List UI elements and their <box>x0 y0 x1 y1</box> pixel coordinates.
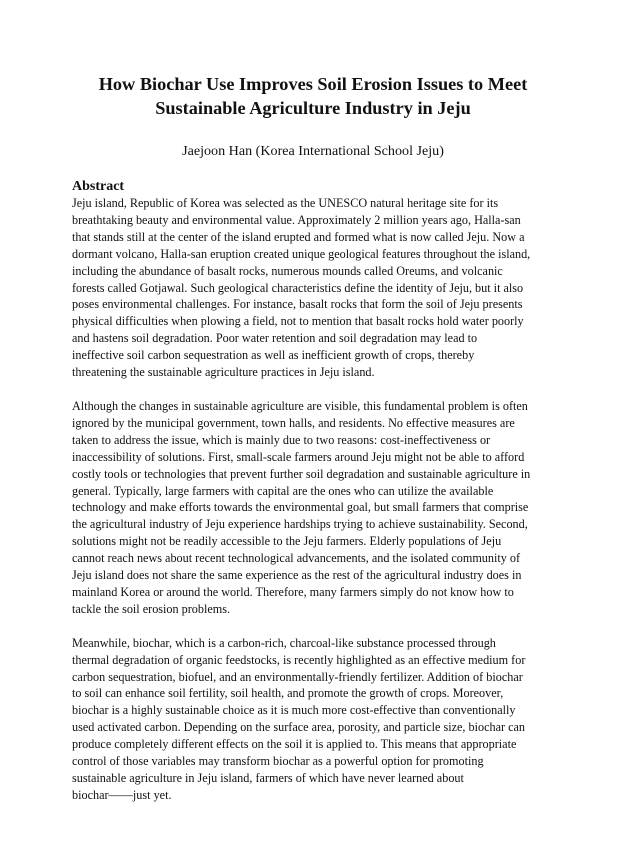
paragraph-line: produce completely different effects on the soil it is applied to. This means that appropriate <box>72 737 517 752</box>
paragraph-line: forests called Gotjawal. Such geological characteristics define the identity of Jeju, but it also <box>72 280 524 295</box>
paragraph-line: Although the changes in sustainable agriculture are visible, this fundamental problem is often <box>72 398 528 413</box>
title-line-1: How Biochar Use Improves Soil Erosion Issues to Meet <box>98 74 528 94</box>
paragraph-line: cannot reach news about recent technological advancements, and the isolated community of <box>72 551 521 566</box>
paragraph-line: Meanwhile, biochar, which is a carbon-rich, charcoal-like substance processed through <box>72 635 496 650</box>
paragraph-line: technology and make efforts towards the environmental goal, but small farmers that comprise <box>72 500 529 515</box>
paragraph-line: ignored by the municipal government, town halls, and residents. No effective measures are <box>72 415 515 430</box>
paragraph-line: to soil can enhance soil fertility, soil health, and promote the growth of crops. Moreover, <box>72 686 504 701</box>
paragraph-line: Jeju island does not share the same experience as the rest of the agricultural industry does in <box>72 568 522 583</box>
body-paragraph <box>72 195 562 381</box>
paragraph-line: carbon sequestration, biofuel, and an environmentally-friendly fertilizer. Addition of biochar <box>72 669 523 684</box>
abstract-body <box>72 195 562 804</box>
abstract-heading: Abstract <box>72 179 125 194</box>
title-line-2: Sustainable Agriculture Industry in Jeju <box>155 98 471 118</box>
paragraph-line: ineffective soil carbon sequestration as well as inefficient growth of crops, thereby <box>72 348 475 363</box>
author-line: Jaejoon Han (Korea International School Jeju) <box>182 143 444 159</box>
paragraph-line: general. Typically, large farmers with capital are the ones who can utilize the available <box>72 483 494 498</box>
paragraph-line: and hastens soil degradation. Poor water retention and soil degradation may lead to <box>72 331 478 346</box>
paragraph-line: costly tools or technologies that prevent further soil degradation and sustainable agriculture in <box>72 466 531 481</box>
paragraph-line: biochar is a highly sustainable choice as it is much more cost-effective than conventionally <box>72 703 516 718</box>
paragraph-line: breathtaking beauty and environmental value. Approximately 2 million years ago, Halla-san <box>72 212 521 227</box>
body-paragraph <box>72 635 562 804</box>
paragraph-line: threatening the sustainable agriculture practices in Jeju island. <box>72 365 375 380</box>
paper-title <box>40 72 586 120</box>
paragraph-line: tackle the soil erosion problems. <box>72 601 231 616</box>
paragraph-line: that stands still at the center of the island erupted and formed what is now called Jeju. Now a <box>72 229 525 244</box>
paragraph-line: control of those variables may transform biochar as a powerful option for promoting <box>72 754 484 769</box>
paragraph-line: solutions might not be readily accessible to the Jeju farmers. Elderly populations of Jeju <box>72 534 502 549</box>
paragraph-line: poses environmental challenges. For instance, basalt rocks that form the soil of Jeju presents <box>72 297 523 312</box>
paragraph-line: taken to address the issue, which is mainly due to two reasons: cost-ineffectiveness or <box>72 432 491 447</box>
abstract-section <box>72 178 562 821</box>
paragraph-line: mainland Korea or around the world. Therefore, many farmers simply do not know how to <box>72 584 514 599</box>
paragraph-line: thermal degradation of organic feedstocks, is recently highlighted as an effective medium for <box>72 652 526 667</box>
paragraph-line: Jeju island, Republic of Korea was selected as the UNESCO natural heritage site for its <box>72 196 499 210</box>
paragraph-line: biochar——just yet. <box>72 787 172 802</box>
paragraph-line: sustainable agriculture in Jeju island, farmers of which have never learned about <box>72 771 464 785</box>
paragraph-line: the agricultural industry of Jeju experience hardships trying to achieve sustainability. Second, <box>72 517 528 532</box>
paragraph-line: used activated carbon. Depending on the surface area, porosity, and particle size, biochar can <box>72 720 525 735</box>
paragraph-line: inaccessibility of solutions. First, small-scale farmers around Jeju might not be able to afford <box>72 449 525 464</box>
paragraph-line: dormant volcano, Halla-san eruption created unique geological features throughout the island, <box>72 246 531 261</box>
body-paragraph <box>72 398 562 618</box>
paragraph-line: including the abundance of basalt rocks, numerous mounds called Oreums, and volcanic <box>72 263 503 278</box>
paragraph-line: physical difficulties when plowing a field, not to mention that basalt rocks hold water poorly <box>72 314 524 329</box>
